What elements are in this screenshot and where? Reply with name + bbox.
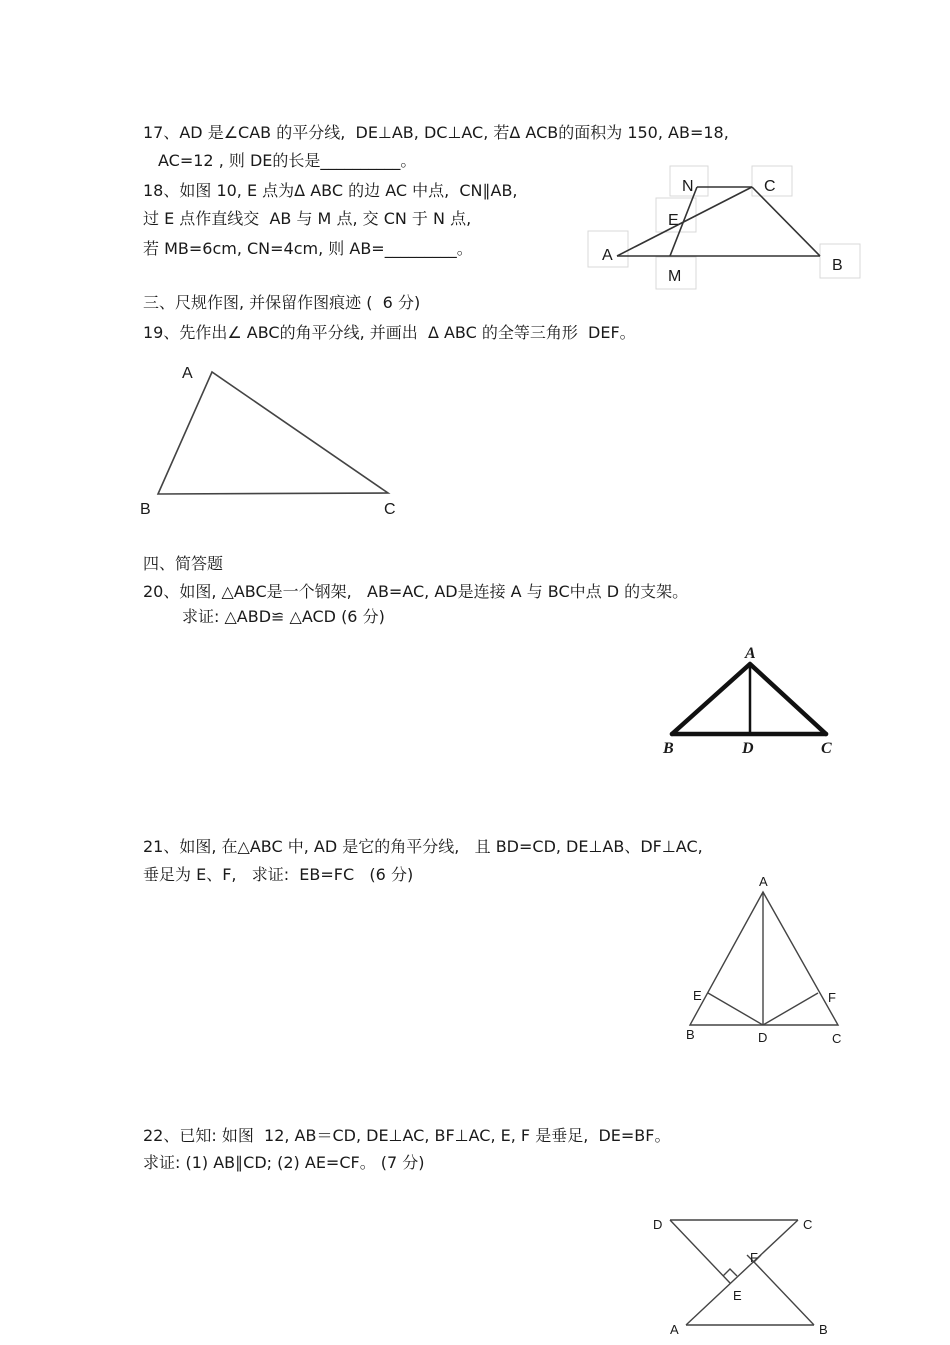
- q18-label-c: C: [764, 178, 776, 195]
- q22-label-f: F: [750, 1250, 758, 1265]
- q18-label-a: A: [602, 247, 613, 264]
- q20-label-a: A: [745, 645, 756, 662]
- q21-line1: 21、如图, 在△ABC 中, AD 是它的角平分线, 且 BD=CD, DE⊥AB、DF⊥AC,: [143, 837, 703, 856]
- q20-label-b: B: [663, 740, 674, 757]
- section3-heading: 三、尺规作图, 并保留作图痕迹 ( 6 分): [143, 293, 421, 312]
- q18-label-n: N: [682, 178, 694, 195]
- q21-label-c: C: [832, 1031, 842, 1046]
- q18-label-b: B: [832, 257, 843, 274]
- q18-label-e: E: [668, 212, 679, 229]
- segment-bf: [754, 1262, 814, 1325]
- q20-line1: 20、如图, △ABC是一个钢架, AB=AC, AD是连接 A 与 BC中点 D 的支架。: [143, 582, 689, 601]
- q19-label-b: B: [140, 501, 151, 518]
- q19-label-a: A: [182, 365, 193, 382]
- q18-line2: 过 E 点作直线交 AB 与 M 点, 交 CN 于 N 点,: [143, 209, 472, 228]
- q21-line2: 垂足为 E、F, 求证: EB=FC (6 分): [143, 865, 414, 884]
- q18-line1: 18、如图 10, E 点为Δ ABC 的边 AC 中点, CN∥AB,: [143, 181, 518, 200]
- q20-label-c: C: [821, 740, 832, 757]
- right-angle-e: [723, 1269, 737, 1276]
- segment-de: [670, 1220, 730, 1283]
- q22-label-d: D: [653, 1217, 663, 1232]
- q19-line1: 19、先作出∠ ABC的角平分线, 并画出 Δ ABC 的全等三角形 DEF。: [143, 323, 636, 342]
- q19-label-c: C: [384, 501, 396, 518]
- q22-label-a: A: [670, 1322, 679, 1337]
- q20-line2: 求证: △ABD≌ △ACD (6 分): [182, 607, 385, 626]
- segment-ac: [686, 1220, 798, 1325]
- q17-line2: AC=12 , 则 DE的长是__________。: [158, 151, 417, 170]
- q21-label-b: B: [686, 1027, 695, 1042]
- q21-label-a: A: [759, 874, 768, 889]
- q21-label-d: D: [758, 1030, 768, 1045]
- section4-heading: 四、简答题: [143, 554, 224, 573]
- q22-line1: 22、已知: 如图 12, AB＝CD, DE⊥AC, BF⊥AC, E, F 是垂足, DE=BF。: [143, 1126, 671, 1145]
- q22-label-e: E: [733, 1288, 742, 1303]
- q17-line1: 17、AD 是∠CAB 的平分线, DE⊥AB, DC⊥AC, 若Δ ACB的面积为 150, AB=18,: [143, 123, 729, 142]
- q21-label-f: F: [828, 990, 836, 1005]
- q18-line3: 若 MB=6cm, CN=4cm, 则 AB=_________。: [143, 239, 473, 258]
- q22-label-c: C: [803, 1217, 813, 1232]
- q21-label-e: E: [693, 988, 702, 1003]
- q20-label-d: D: [742, 740, 754, 757]
- q22-label-b: B: [819, 1322, 828, 1337]
- q18-label-m: M: [668, 268, 682, 285]
- q22-line2: 求证: (1) AB∥CD; (2) AE=CF。 (7 分): [143, 1153, 425, 1172]
